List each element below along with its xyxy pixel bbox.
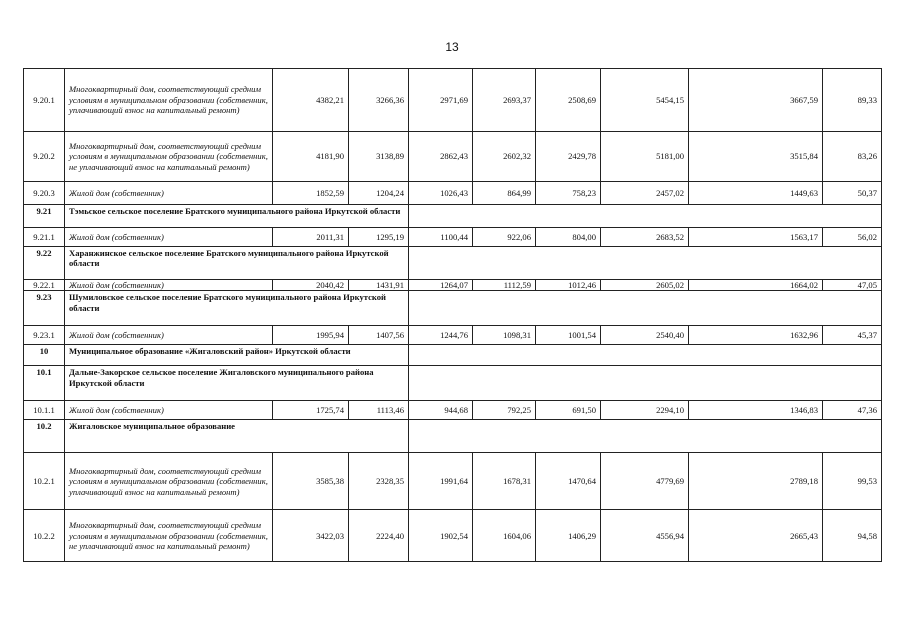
value-cell: 1991,64	[409, 453, 473, 510]
row-code: 9.23.1	[24, 326, 65, 345]
value-cell: 47,05	[823, 280, 882, 291]
tariff-table	[23, 68, 882, 562]
value-cell: 864,99	[473, 182, 536, 205]
row-code: 10.2.2	[24, 510, 65, 562]
value-cell: 1012,46	[536, 280, 601, 291]
section-row	[24, 291, 882, 326]
value-cell: 1431,91	[349, 280, 409, 291]
section-title: Муниципальное образование «Жигаловский район» Иркутской области	[65, 345, 409, 366]
table-row	[24, 69, 882, 132]
value-cell: 1001,54	[536, 326, 601, 345]
value-cell: 1995,94	[273, 326, 349, 345]
value-cell: 2602,32	[473, 132, 536, 182]
row-code: 10.2.1	[24, 453, 65, 510]
section-code: 9.22	[24, 247, 65, 280]
value-cell: 50,37	[823, 182, 882, 205]
value-cell: 4779,69	[601, 453, 689, 510]
section-filler	[409, 366, 882, 401]
value-cell: 1678,31	[473, 453, 536, 510]
value-cell: 1295,19	[349, 228, 409, 247]
section-code: 10.2	[24, 420, 65, 453]
value-cell: 2665,43	[689, 510, 823, 562]
row-code: 9.20.1	[24, 69, 65, 132]
value-cell: 758,23	[536, 182, 601, 205]
section-row	[24, 345, 882, 366]
value-cell: 1264,07	[409, 280, 473, 291]
value-cell: 922,06	[473, 228, 536, 247]
section-filler	[409, 205, 882, 228]
row-description: Жилой дом (собственник)	[65, 401, 273, 420]
value-cell: 2429,78	[536, 132, 601, 182]
value-cell: 1632,96	[689, 326, 823, 345]
value-cell: 691,50	[536, 401, 601, 420]
value-cell: 1204,24	[349, 182, 409, 205]
value-cell: 89,33	[823, 69, 882, 132]
value-cell: 1604,06	[473, 510, 536, 562]
value-cell: 2605,02	[601, 280, 689, 291]
row-code: 9.20.3	[24, 182, 65, 205]
value-cell: 2540,40	[601, 326, 689, 345]
value-cell: 2683,52	[601, 228, 689, 247]
value-cell: 1449,63	[689, 182, 823, 205]
value-cell: 1112,59	[473, 280, 536, 291]
value-cell: 2224,40	[349, 510, 409, 562]
value-cell: 1852,59	[273, 182, 349, 205]
value-cell: 1563,17	[689, 228, 823, 247]
value-cell: 2971,69	[409, 69, 473, 132]
value-cell: 4382,21	[273, 69, 349, 132]
value-cell: 2011,31	[273, 228, 349, 247]
row-code: 9.22.1	[24, 280, 65, 291]
section-filler	[409, 420, 882, 453]
value-cell: 1113,46	[349, 401, 409, 420]
table-row	[24, 401, 882, 420]
section-code: 9.23	[24, 291, 65, 326]
value-cell: 4556,94	[601, 510, 689, 562]
row-description: Жилой дом (собственник)	[65, 280, 273, 291]
table-row	[24, 132, 882, 182]
value-cell: 1470,64	[536, 453, 601, 510]
value-cell: 5181,00	[601, 132, 689, 182]
table-row	[24, 182, 882, 205]
value-cell: 3138,89	[349, 132, 409, 182]
value-cell: 3515,84	[689, 132, 823, 182]
value-cell: 3422,03	[273, 510, 349, 562]
value-cell: 1100,44	[409, 228, 473, 247]
value-cell: 2693,37	[473, 69, 536, 132]
value-cell: 3585,38	[273, 453, 349, 510]
row-description: Многоквартирный дом, соответствующий средним условиям в муниципальном образовании (собственник, не уплачивающий взнос на капитальный ремонт)	[65, 132, 273, 182]
table-row	[24, 510, 882, 562]
value-cell: 2457,02	[601, 182, 689, 205]
section-row	[24, 205, 882, 228]
section-filler	[409, 291, 882, 326]
table-row	[24, 228, 882, 247]
value-cell: 2294,10	[601, 401, 689, 420]
value-cell: 2789,18	[689, 453, 823, 510]
table-row	[24, 280, 882, 291]
value-cell: 47,36	[823, 401, 882, 420]
value-cell: 1664,02	[689, 280, 823, 291]
value-cell: 5454,15	[601, 69, 689, 132]
row-description: Многоквартирный дом, соответствующий средним условиям в муниципальном образовании (собственник, уплачивающий взнос на капитальный ремонт)	[65, 453, 273, 510]
row-description: Жилой дом (собственник)	[65, 326, 273, 345]
value-cell: 1725,74	[273, 401, 349, 420]
section-title: Харанжинское сельское поселение Братского муниципального района Иркутской области	[65, 247, 409, 280]
value-cell: 94,58	[823, 510, 882, 562]
value-cell: 2328,35	[349, 453, 409, 510]
value-cell: 2040,42	[273, 280, 349, 291]
value-cell: 792,25	[473, 401, 536, 420]
value-cell: 45,37	[823, 326, 882, 345]
row-description: Многоквартирный дом, соответствующий средним условиям в муниципальном образовании (собственник, не уплачивающий взнос на капитальный ремонт)	[65, 510, 273, 562]
value-cell: 1244,76	[409, 326, 473, 345]
table-row	[24, 326, 882, 345]
value-cell: 1902,54	[409, 510, 473, 562]
row-description: Многоквартирный дом, соответствующий средним условиям в муниципальном образовании (собственник, уплачивающий взнос на капитальный ремонт)	[65, 69, 273, 132]
row-description: Жилой дом (собственник)	[65, 182, 273, 205]
section-row	[24, 420, 882, 453]
value-cell: 56,02	[823, 228, 882, 247]
row-code: 10.1.1	[24, 401, 65, 420]
value-cell: 1407,56	[349, 326, 409, 345]
value-cell: 1346,83	[689, 401, 823, 420]
value-cell: 99,53	[823, 453, 882, 510]
value-cell: 2862,43	[409, 132, 473, 182]
value-cell: 2508,69	[536, 69, 601, 132]
section-title: Дальне-Закорское сельское поселение Жигаловского муниципального района Иркутской области	[65, 366, 409, 401]
section-filler	[409, 345, 882, 366]
value-cell: 1098,31	[473, 326, 536, 345]
value-cell: 3667,59	[689, 69, 823, 132]
section-title: Шумиловское сельское поселение Братского муниципального района Иркутской области	[65, 291, 409, 326]
section-code: 10	[24, 345, 65, 366]
section-title: Жигаловское муниципальное образование	[65, 420, 409, 453]
section-title: Тэмьское сельское поселение Братского муниципального района Иркутской области	[65, 205, 409, 228]
value-cell: 1026,43	[409, 182, 473, 205]
value-cell: 4181,90	[273, 132, 349, 182]
value-cell: 804,00	[536, 228, 601, 247]
row-code: 9.21.1	[24, 228, 65, 247]
section-row	[24, 366, 882, 401]
page-number: 13	[445, 40, 459, 54]
section-filler	[409, 247, 882, 280]
value-cell: 3266,36	[349, 69, 409, 132]
value-cell: 944,68	[409, 401, 473, 420]
table-row	[24, 453, 882, 510]
row-description: Жилой дом (собственник)	[65, 228, 273, 247]
section-code: 10.1	[24, 366, 65, 401]
section-code: 9.21	[24, 205, 65, 228]
value-cell: 83,26	[823, 132, 882, 182]
value-cell: 1406,29	[536, 510, 601, 562]
section-row	[24, 247, 882, 280]
row-code: 9.20.2	[24, 132, 65, 182]
